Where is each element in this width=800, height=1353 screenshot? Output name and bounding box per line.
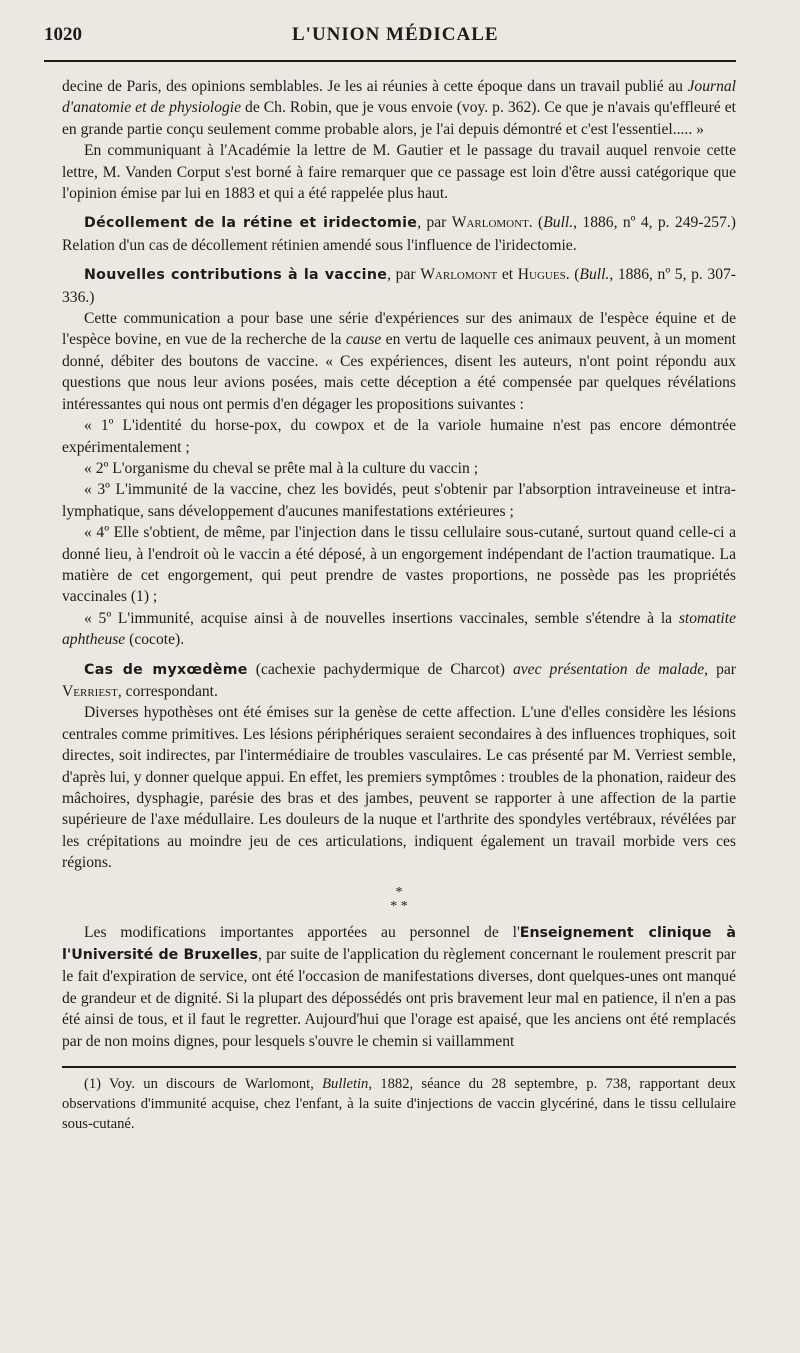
author-name: Warlomont	[420, 266, 498, 284]
page-header	[44, 18, 736, 54]
journal-title: Journal d'anatomie et de physiologie	[62, 78, 736, 117]
paragraph-experiences: Cette communication a pour base une série d'expériences sur des animaux de l'espèce équine et de l'espèce bovine, en vue de la recherche de la cause en vertu de laquelle ces animaux peuvent, à un moment donné, débiter des boutons de vaccine. « Ces expériences, disent les auteurs, n'ont point répondu aux questions que nous leur avions posées, mais cette déception a été compensée par quelques révélations intéressantes qui nous ont permis d'en dégager les propositions suivantes :	[62, 310, 736, 413]
section-title: Nouvelles contributions à la vaccine	[84, 267, 388, 284]
list-item: « 5º L'immunité, acquise ainsi à de nouvelles insertions vaccinales, semble s'étendre à la stomatite aphtheuse (cocote).	[62, 609, 736, 649]
paragraph-corput: En communiquant à l'Académie la lettre de M. Gautier et le passage du travail auquel renvoie cette lettre, M. Vanden Corput s'est borné à faire remarquer que ce passage est loin d'être aussi catégorique que l'opinion émise par lui en 1883 et qui a été rappelée plus haut.	[62, 142, 736, 203]
paragraph-continuation: decine de Paris, des opinions semblables. Je les ai réunies à cette époque dans un travail publié au Journal d'anatomie et de physiologie de Ch. Robin, que je vous envoie (voy. p. 362). Ce que je n'avais qu'effleuré et en grande partie conçu seulement comme probable alors, je l'ai depuis démontré et c'est l'essentiel..... »	[62, 78, 736, 138]
running-title: L'UNION MÉDICALE	[292, 24, 499, 45]
list-item: « 4º Elle s'obtient, de même, par l'injection dans le tissu cellulaire sous-cutané, surtout quand celle-ci a donné lieu, à l'endroit où le vaccin a été déposé, à un engorgement indépendant de l'action traumatique. La matière de cet engorgement, qui peut prendre de vastes proportions, ne possède pas les propriétés vaccinales (1) ;	[62, 524, 736, 606]
section-separator: * * *	[390, 884, 408, 914]
author-name: Hugues	[517, 266, 566, 284]
paragraph-hypotheses: Diverses hypothèses ont été émises sur la genèse de cette affection. L'une d'elles considère les lésions centrales comme primitives. Les lésions périphériques seraient secondaires à des influences trophiques, soit directes, soit indirectes, par l'intermédiaire de troubles vasculaires. Le cas présenté par M. Verriest semble, d'après lui, y donner quelque appui. En effet, les premiers symptômes : troubles de la phonation, raideur des mâchoires, dysphagie, parésie des bras et des jambes, peuvent se rapporter à une affection de la partie supérieure de l'axe médullaire. Les douleurs de la nuque et l'arthrite des spondyles vertébraux, révélées par les crépitations au moindre jeu de ces articulations, indiquent également un travail morbide vers ces régions.	[62, 704, 736, 872]
article-body	[62, 76, 736, 1052]
list-item: « 2º L'organisme du cheval se prête mal à la culture du vaccin ;	[84, 459, 479, 477]
footnote-rule	[62, 1066, 736, 1068]
author-name: Verriest	[62, 682, 118, 700]
list-item: « 3º L'immunité de la vaccine, chez les bovidés, peut s'obtenir par l'absorption intraveineuse et intra-lymphatique, sans développement d'aucunes manifestations extérieures ;	[62, 481, 736, 520]
footnote: (1) Voy. un discours de Warlomont, Bulletin, 1882, séance du 28 septembre, p. 738, rapportant deux observations d'immunité acquise, chez l'enfant, à la suite d'injections de vaccin glycériné, dans le tissu cellulaire sous-cutané.	[62, 1076, 736, 1133]
section-title: Cas de myxœdème	[84, 661, 248, 678]
section-retine: Décollement de la rétine et iridectomie, par Warlomont. (Bull., 1886, nº 4, p. 249-257.) Relation d'un cas de décollement rétinien amendé sous l'influence de l'iridectomie.	[62, 214, 736, 254]
bold-heading-inline: Enseignement clinique à l'Université de Bruxelles	[62, 924, 736, 964]
page-number: 1020	[44, 24, 82, 45]
header-rule	[44, 60, 736, 62]
author-name: Warlomont	[451, 214, 529, 232]
list-item: « 1º L'identité du horse-pox, du cowpox et de la variole humaine n'est pas encore démontrée expérimentalement ;	[62, 417, 736, 456]
section-title: Décollement de la rétine et iridectomie	[84, 215, 418, 232]
paragraph-enseignement: Les modifications importantes apportées au personnel de l'Enseignement clinique à l'Université de Bruxelles, par suite de l'application du règlement concernant le roulement prescrit par le fait d'expiration de service, ont été l'occasion de manifestations diverses, dont quelques-unes ont manqué de grandeur et de dignité. Si la plupart des dépossédés ont pris bravement leur mal en patience, il n'en a pas été ainsi de tous, et il faut le regretter. Aujourd'hui que l'orage est apaisé, que les anciens ont été remplacés par de non moins dignes, pour lesquels s'ouvre le chemin si vaillamment	[62, 923, 737, 1050]
section-vaccine: Nouvelles contributions à la vaccine, par Warlomont et Hugues. (Bull., 1886, nº 5, p. 307-336.)	[62, 266, 736, 306]
section-myxoedeme: Cas de myxœdème (cachexie pachydermique de Charcot) avec présentation de malade, par Verriest, correspondant.	[62, 660, 736, 700]
